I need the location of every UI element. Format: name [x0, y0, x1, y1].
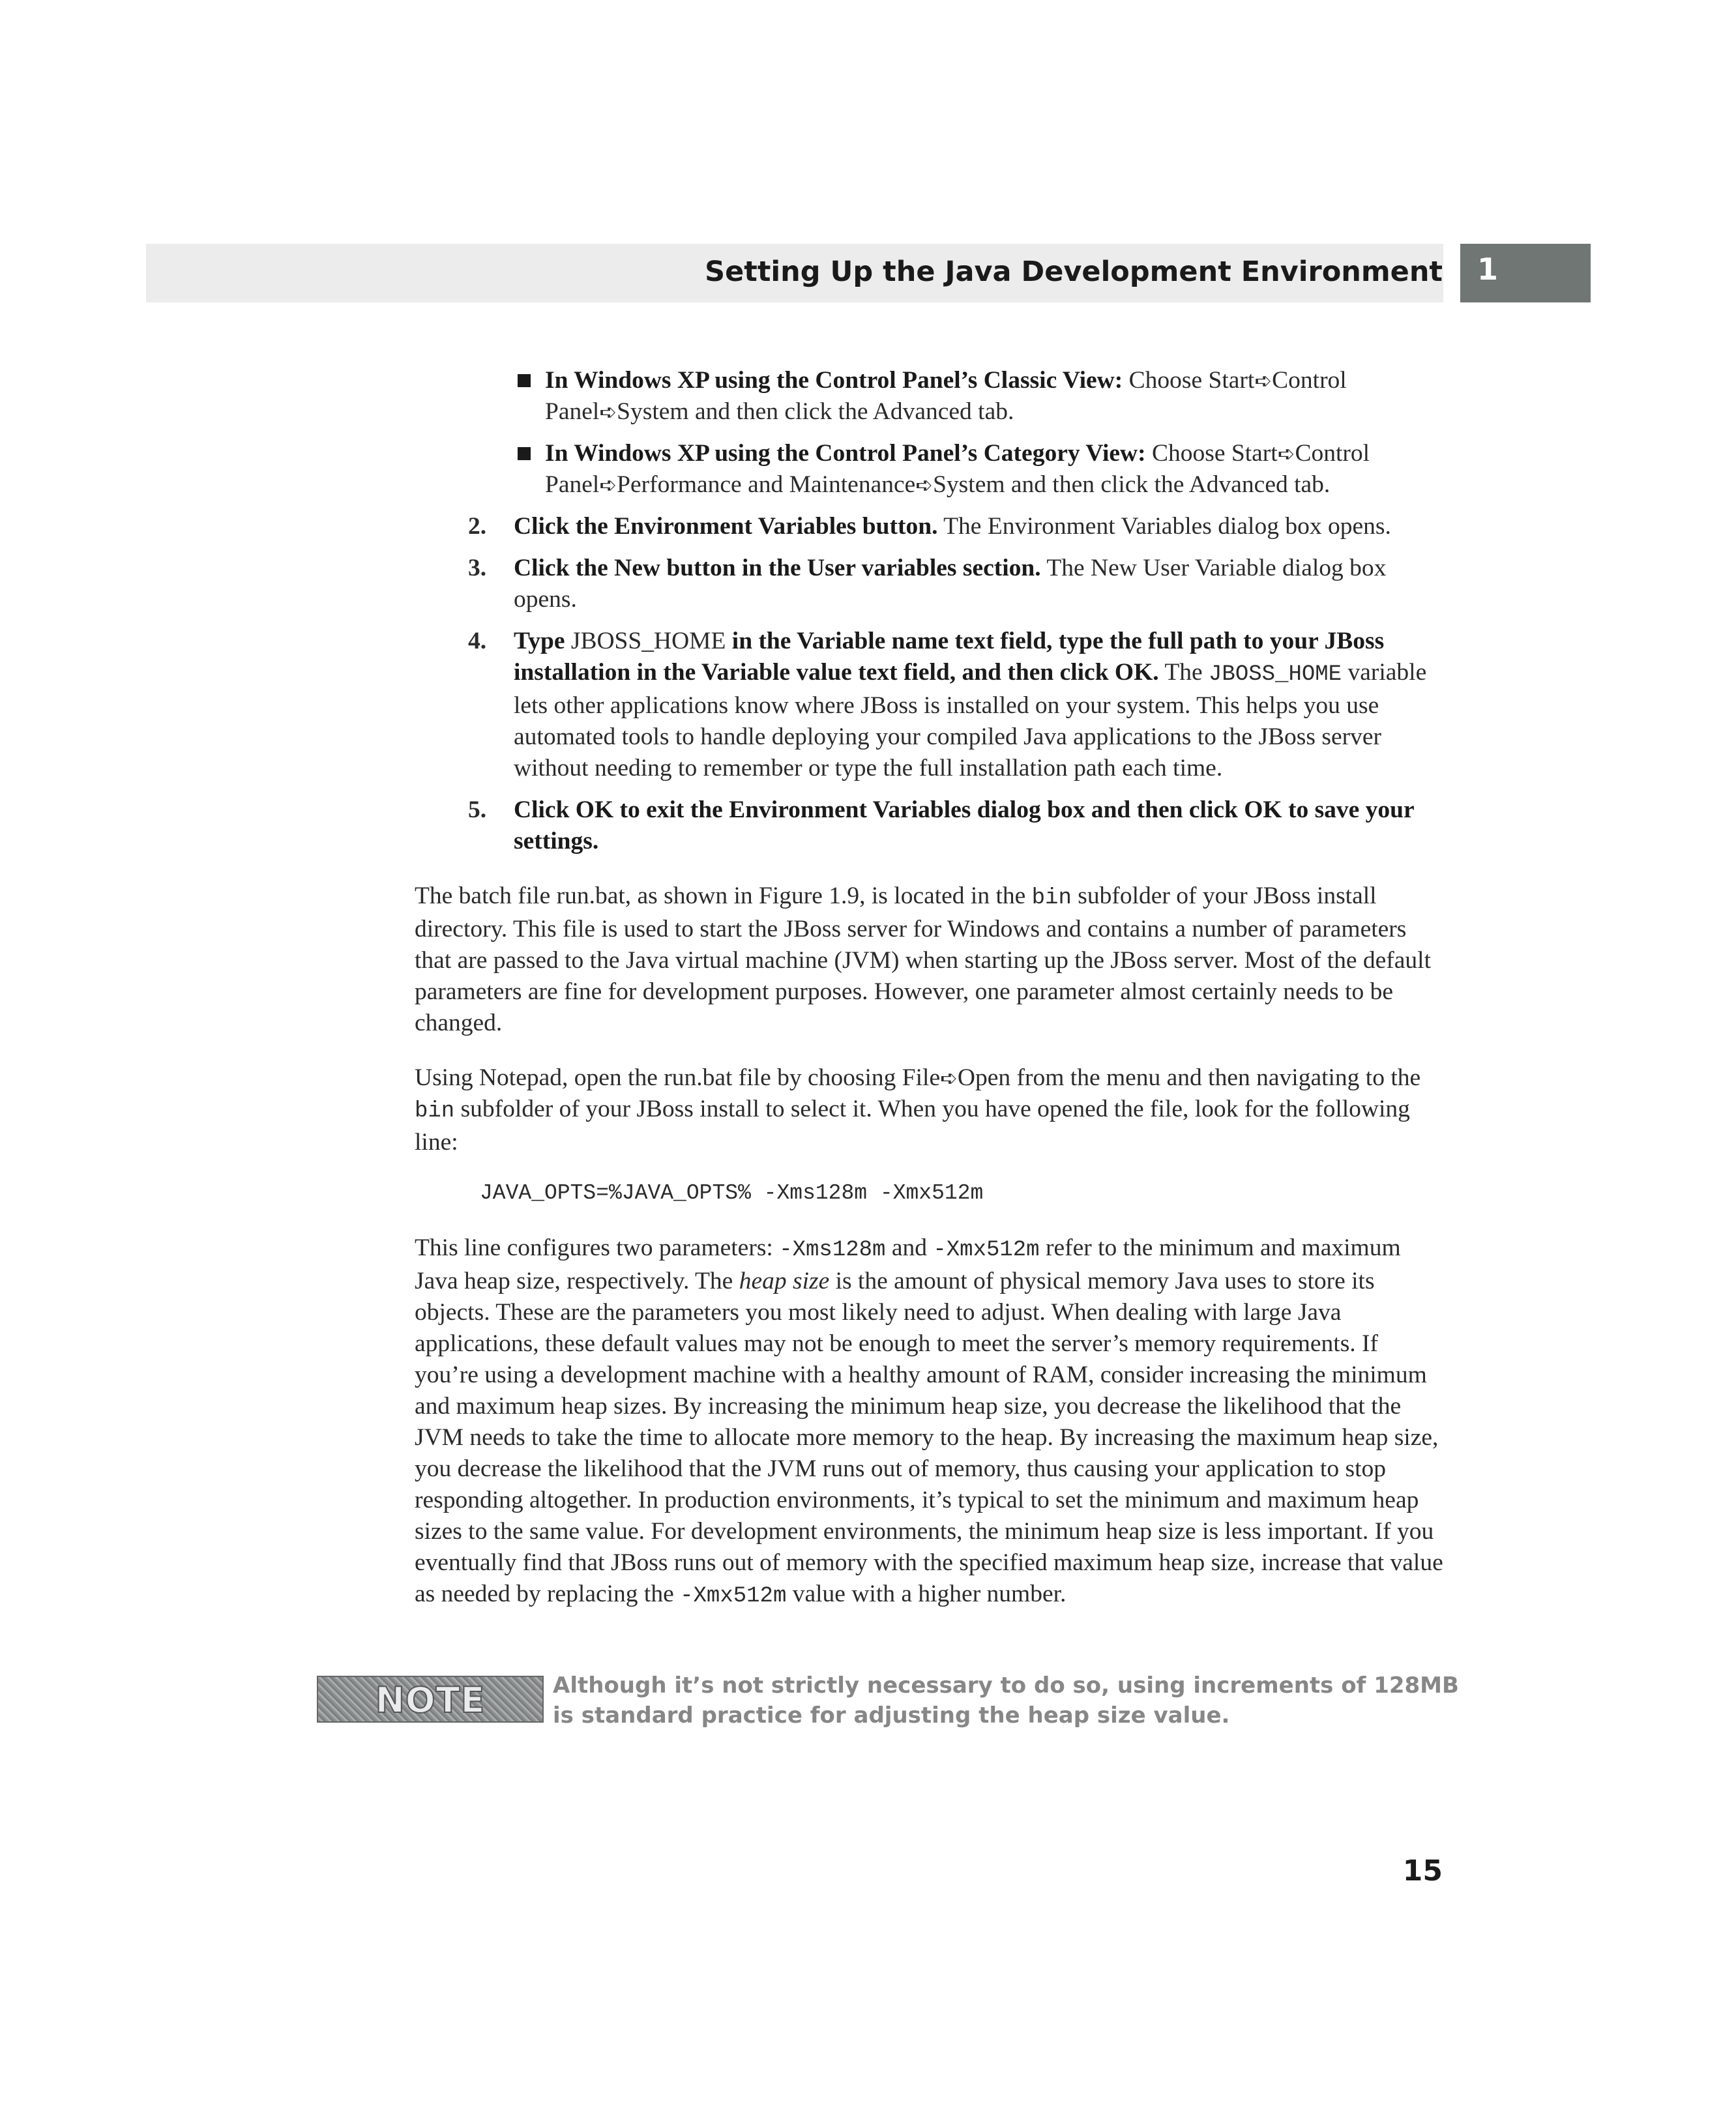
- page-body: [415, 365, 1445, 1612]
- step-item: 3. Click the New button in the User variables section. The New User Variable dialog box opens.: [415, 553, 1445, 615]
- inline-code: -Xmx512m: [680, 1584, 787, 1609]
- bullet-item: In Windows XP using the Control Panel’s Category View: Choose Start➪Control Panel➪Performance and Maintenance➪System and then click the Advanced tab.: [415, 438, 1445, 501]
- chapter-tab: [1460, 244, 1591, 302]
- note-badge: [317, 1676, 544, 1723]
- bullet-square-icon: [518, 374, 531, 387]
- code-sample: JAVA_OPTS=%JAVA_OPTS% -Xms128m -Xmx512m: [480, 1181, 984, 1205]
- menu-arrow-icon: ➪: [599, 473, 617, 497]
- note-text: Although it’s not strictly necessary to do so, using increments of 128MB is standard practice for adjusting the heap size value.: [553, 1672, 1459, 1729]
- inline-code: -Xms128m: [779, 1238, 886, 1263]
- menu-arrow-icon: ➪: [940, 1066, 958, 1090]
- chapter-number: 1: [1477, 252, 1499, 287]
- step-item: 4. Type JBOSS_HOME in the Variable name text field, type the full path to your JBoss installation in the Variable value text field, and then click OK. The JBOSS_HOME variable lets other applications know where JBoss is installed on your system. This helps you use automated tools to handle deploying your compiled Java applications to the JBoss server without needing to remember or type the full installation path each time.: [415, 626, 1445, 784]
- bullet-square-icon: [518, 447, 531, 460]
- body-paragraph: The batch file run.bat, as shown in Figure 1.9, is located in the bin subfolder of your JBoss install directory. This file is used to start the JBoss server for Windows and contains a number of parameters that are passed to the Java virtual machine (JVM) when starting up the JBoss server. Most of the default parameters are fine for development purposes. However, one parameter almost certainly needs to be changed.: [415, 883, 1431, 1036]
- body-paragraph: This line configures two parameters: -Xms128m and -Xmx512m refer to the minimum and maximum Java heap size, respectively. The heap size is the amount of physical memory Java uses to store its objects. These are the parameters you most likely need to adjust. When dealing with large Java applications, these default values may not be enough to meet the server’s memory requirements. If you’re using a development machine with a healthy amount of RAM, consider increasing the minimum and maximum heap sizes. By increasing the minimum heap size, you decrease the likelihood that the JVM needs to take the time to allocate more memory to the heap. By increasing the maximum heap size, you decrease the likelihood that the JVM runs out of memory, thus causing your application to stop responding altogether. In production environments, it’s typical to set the minimum and maximum heap sizes to the same value. For development environments, the minimum heap size is less important. If you eventually find that JBoss runs out of memory with the specified maximum heap size, increase that value as needed by replacing the -Xmx512m value with a higher number.: [415, 1234, 1443, 1609]
- inline-code: bin: [1031, 886, 1072, 911]
- running-header-title: Setting Up the Java Development Environment: [705, 255, 1443, 288]
- bullet-item: In Windows XP using the Control Panel’s Classic View: Choose Start➪Control Panel➪System and then click the Advanced tab.: [415, 365, 1445, 428]
- page-number: 15: [1402, 1854, 1443, 1888]
- step-number: 5.: [468, 796, 487, 823]
- menu-arrow-icon: ➪: [915, 473, 934, 497]
- step-number: 4.: [468, 628, 487, 654]
- inline-code: JBOSS_HOME: [570, 628, 726, 654]
- menu-arrow-icon: ➪: [1277, 441, 1295, 466]
- emphasis-term: heap size: [739, 1268, 830, 1294]
- step-item: 2. Click the Environment Variables button. The Environment Variables dialog box opens.: [415, 511, 1445, 542]
- step-item: 5. Click OK to exit the Environment Variables dialog box and then click OK to save your settings.: [415, 795, 1445, 857]
- inline-code: -Xmx512m: [933, 1238, 1040, 1263]
- body-paragraph: Using Notepad, open the run.bat file by choosing File➪Open from the menu and then navigating to the bin subfolder of your JBoss install to select it. When you have opened the file, look for the following line:: [415, 1064, 1421, 1156]
- inline-code: JBOSS_HOME: [1209, 662, 1342, 687]
- step-number: 3.: [468, 555, 487, 581]
- note-badge-label: NOTE: [375, 1680, 486, 1721]
- inline-code: bin: [415, 1099, 455, 1124]
- note-callout: [317, 1671, 1459, 1736]
- menu-arrow-icon: ➪: [1254, 368, 1273, 393]
- step-number: 2.: [468, 513, 487, 540]
- menu-arrow-icon: ➪: [599, 400, 617, 424]
